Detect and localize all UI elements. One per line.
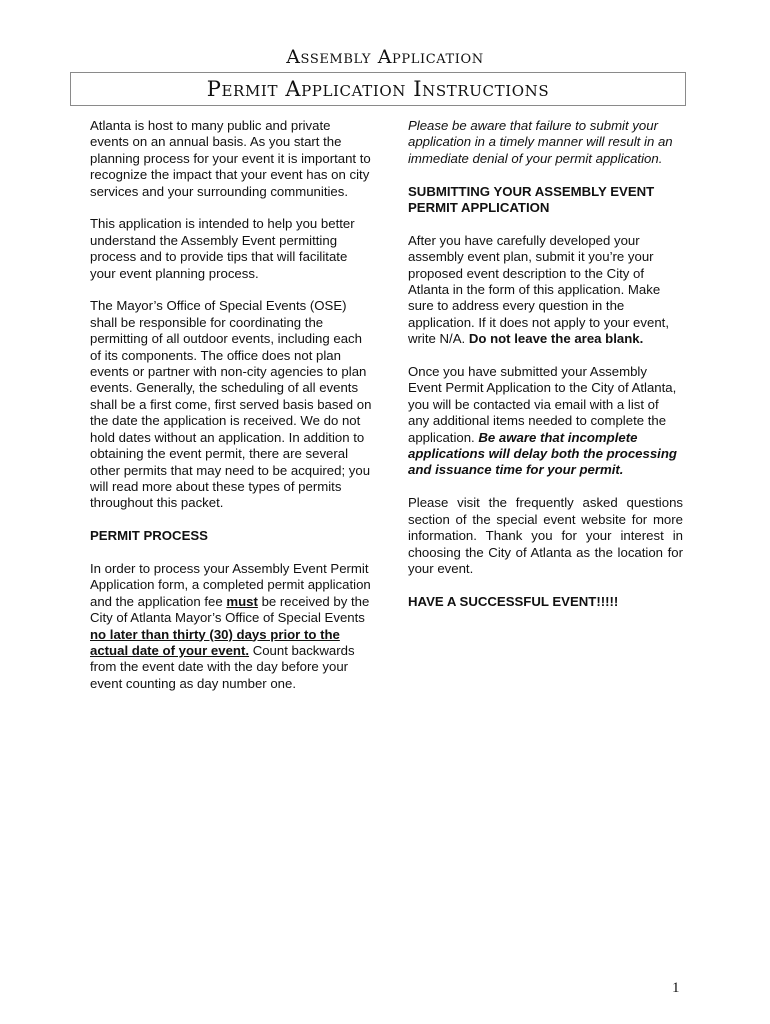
warning-paragraph: Please be aware that failure to submit your application in a timely manner will result in an immediate denial of your permit application. <box>408 118 673 166</box>
title-box <box>70 72 686 106</box>
faq-paragraph: Please visit the frequently asked questions section of the special event website for more information. Thank you for your interest in choosing the City of Atlanta as the location for your event. <box>408 495 683 576</box>
ose-paragraph: The Mayor’s Office of Special Events (OSE) shall be responsible for coordinating the permitting of all outdoor events, including each of its components. The office does not plan events or partner with non-city agencies to plan events. Generally, the scheduling of all events shall be a first come, first served basis based on the date the application is received. We do not hold dates without an application. In addition to obtaining the event permit, there are several other permits that may need to be acquired; you will read more about these types of permits throughout this packet. <box>90 298 372 511</box>
left-column <box>90 118 372 709</box>
submitting-paragraph <box>408 233 683 348</box>
do-not-leave-blank: Do not leave the area blank. <box>468 331 644 347</box>
permit-process-paragraph <box>90 561 372 692</box>
after-submit-text: Once you have submitted your Assembly Event Permit Application to the City of Atlanta, you will be contacted via email with a list of any additional items needed to complete the application. <box>408 364 677 445</box>
purpose-paragraph: This application is intended to help you better understand the Assembly Event permitting process and to provide tips that will facilitate your event planning process. <box>90 216 355 281</box>
permit-process-text-3: Count backwards from the event date with the day before your event counting as day number one. <box>90 642 355 691</box>
incomplete-warning: Be aware that incomplete applications will delay both the processing and issuance time for your permit. <box>408 429 677 478</box>
permit-process-heading: PERMIT PROCESS <box>90 528 208 544</box>
permit-process-text-1: In order to process your Assembly Event Permit Application form, a completed permit application and the application fee <box>90 560 371 609</box>
closing-line: HAVE A SUCCESSFUL EVENT!!!!! <box>408 593 619 609</box>
must-emphasis: must <box>226 593 258 609</box>
deadline-emphasis: no later than thirty (30) days prior to the actual date of your event. <box>90 626 340 658</box>
permit-process-text-2: be received by the City of Atlanta Mayor’s Office of Special Events <box>90 593 370 626</box>
right-column <box>408 118 683 627</box>
submitting-heading: SUBMITTING YOUR ASSEMBLY EVENT PERMIT APPLICATION <box>408 183 655 216</box>
page-number: 1 <box>672 980 680 996</box>
after-submit-paragraph <box>408 364 683 479</box>
intro-paragraph: Atlanta is host to many public and private events on an annual basis. As you start the planning process for your event it is important to recognize the impact that your event has on city services and your surrounding communities. <box>90 118 371 199</box>
page-title: Permit Application Instructions <box>206 77 550 101</box>
submitting-text: After you have carefully developed your assembly event plan, submit it you’re your proposed event description to the City of Atlanta in the form of this application. Make sure to address every question in the application. If it does not apply to your event, write N/A. <box>408 232 669 347</box>
document-heading: Assembly Application <box>286 46 484 68</box>
